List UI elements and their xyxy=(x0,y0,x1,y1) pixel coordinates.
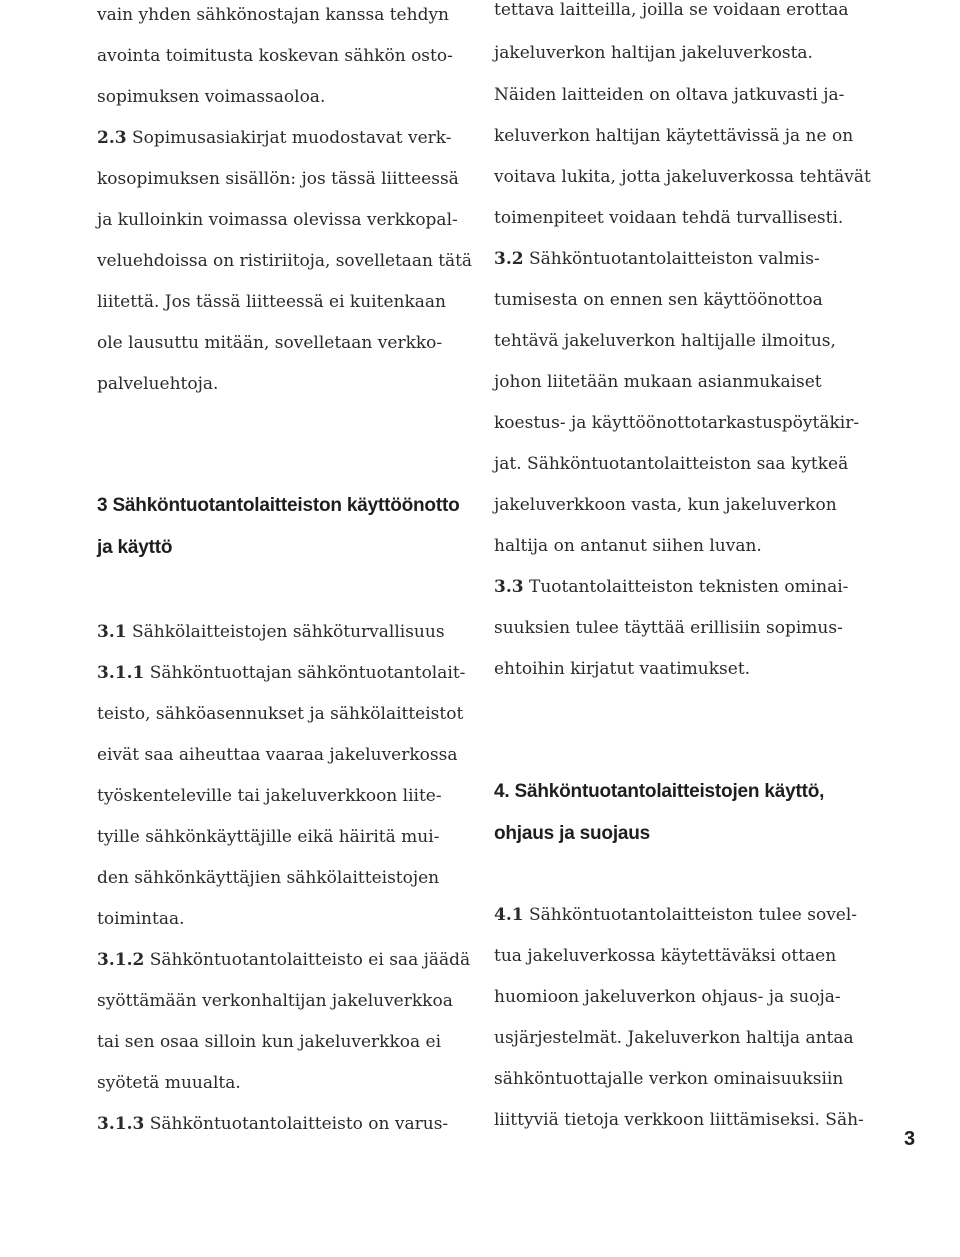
text-line: liitettä. Jos tässä liitteessä ei kuitenkaan xyxy=(97,292,446,312)
text-line: syötetä muualta. xyxy=(97,1073,241,1093)
section-number: 3.1 xyxy=(97,622,127,642)
section-number: 4.1 xyxy=(494,905,524,925)
text-line: toimenpiteet voidaan tehdä turvallisesti. xyxy=(494,208,844,228)
section-2-3-line: 2.3 Sopimusasiakirjat muodostavat verk- xyxy=(97,128,452,148)
text-line: tumisesta on ennen sen käyttöönottoa xyxy=(494,290,823,310)
text-line: koestus- ja käyttöönottotarkastuspöytäkir- xyxy=(494,413,860,433)
page-number: 3 xyxy=(904,1128,916,1150)
text-line: toimintaa. xyxy=(97,909,185,929)
text-line: syöttämään verkonhaltijan jakeluverkkoa xyxy=(97,991,453,1011)
text-line: Näiden laitteiden on oltava jatkuvasti ja- xyxy=(494,85,845,105)
text-line: huomioon jakeluverkon ohjaus- ja suoja- xyxy=(494,987,841,1007)
text-line: jakeluverkon haltijan jakeluverkosta. xyxy=(494,43,813,63)
text-line: haltija on antanut siihen luvan. xyxy=(494,536,762,556)
section-3-2-line: 3.2 Sähköntuotantolaitteiston valmis- xyxy=(494,249,820,269)
section-number: 3.1.1 xyxy=(97,663,145,683)
text-line: liittyviä tietoja verkkoon liittämiseksi. Säh- xyxy=(494,1110,864,1130)
section-3-heading: 3 Sähköntuotantolaitteiston käyttöönotto xyxy=(97,495,460,516)
section-3-1-1-line: 3.1.1 Sähköntuottajan sähköntuotantolait- xyxy=(97,663,466,683)
section-number: 3.3 xyxy=(494,577,524,597)
text-line: sopimuksen voimassaoloa. xyxy=(97,87,326,107)
section-4-heading-cont: ohjaus ja suojaus xyxy=(494,823,651,844)
section-number: 3.1.2 xyxy=(97,950,145,970)
text-line: eivät saa aiheuttaa vaaraa jakeluverkossa xyxy=(97,745,458,765)
text-line: sähköntuottajalle verkon ominaisuuksiin xyxy=(494,1069,844,1089)
text-line: usjärjestelmät. Jakeluverkon haltija antaa xyxy=(494,1028,854,1048)
text-line: ole lausuttu mitään, sovelletaan verkko- xyxy=(97,333,443,353)
section-4-1-line: 4.1 Sähköntuotantolaitteiston tulee sovel- xyxy=(494,905,858,925)
text-line: johon liitetään mukaan asianmukaiset xyxy=(494,372,822,392)
section-4-heading: 4. Sähköntuotantolaitteistojen käyttö, xyxy=(494,781,825,802)
text-line: teisto, sähköasennukset ja sähkölaitteistot xyxy=(97,704,464,724)
text-line: kosopimuksen sisällön: jos tässä liitteessä xyxy=(97,169,459,189)
text-line: ehtoihin kirjatut vaatimukset. xyxy=(494,659,751,679)
text-line: avointa toimitusta koskevan sähkön osto- xyxy=(97,46,453,66)
text-line: keluverkon haltijan käytettävissä ja ne on xyxy=(494,126,854,146)
section-3-1-line: 3.1 Sähkölaitteistojen sähköturvallisuus xyxy=(97,622,445,642)
section-3-1-2-line: 3.1.2 Sähköntuotantolaitteisto ei saa jäädä xyxy=(97,950,471,970)
text-line: jakeluverkkoon vasta, kun jakeluverkon xyxy=(494,495,837,515)
section-number: 2.3 xyxy=(97,128,127,148)
text-line: tua jakeluverkossa käytettäväksi ottaen xyxy=(494,946,837,966)
section-3-heading-cont: ja käyttö xyxy=(97,537,173,558)
section-3-1-3-line: 3.1.3 Sähköntuotantolaitteisto on varus- xyxy=(97,1114,449,1134)
text-line: työskenteleville tai jakeluverkkoon liite- xyxy=(97,786,442,806)
section-3-3-line: 3.3 Tuotantolaitteiston teknisten ominai- xyxy=(494,577,849,597)
text-line: den sähkönkäyttäjien sähkölaitteistojen xyxy=(97,868,440,888)
text-line: tyille sähkönkäyttäjille eikä häiritä mui- xyxy=(97,827,440,847)
section-number: 3.1.3 xyxy=(97,1114,145,1134)
text-line: tettava laitteilla, joilla se voidaan erottaa xyxy=(494,0,849,20)
text-line: voitava lukita, jotta jakeluverkossa tehtävät xyxy=(494,167,871,187)
text-line: tai sen osaa silloin kun jakeluverkkoa ei xyxy=(97,1032,442,1052)
section-number: 3.2 xyxy=(494,249,524,269)
text-line: tehtävä jakeluverkon haltijalle ilmoitus, xyxy=(494,331,836,351)
text-line: veluehdoissa on ristiriitoja, sovelletaan tätä xyxy=(97,251,472,271)
text-line: palveluehtoja. xyxy=(97,374,219,394)
text-line: vain yhden sähkönostajan kanssa tehdyn xyxy=(97,5,450,25)
text-line: suuksien tulee täyttää erillisiin sopimus- xyxy=(494,618,843,638)
text-line: jat. Sähköntuotantolaitteiston saa kytkeä xyxy=(494,454,849,474)
text-line: ja kulloinkin voimassa olevissa verkkopal- xyxy=(97,210,458,230)
